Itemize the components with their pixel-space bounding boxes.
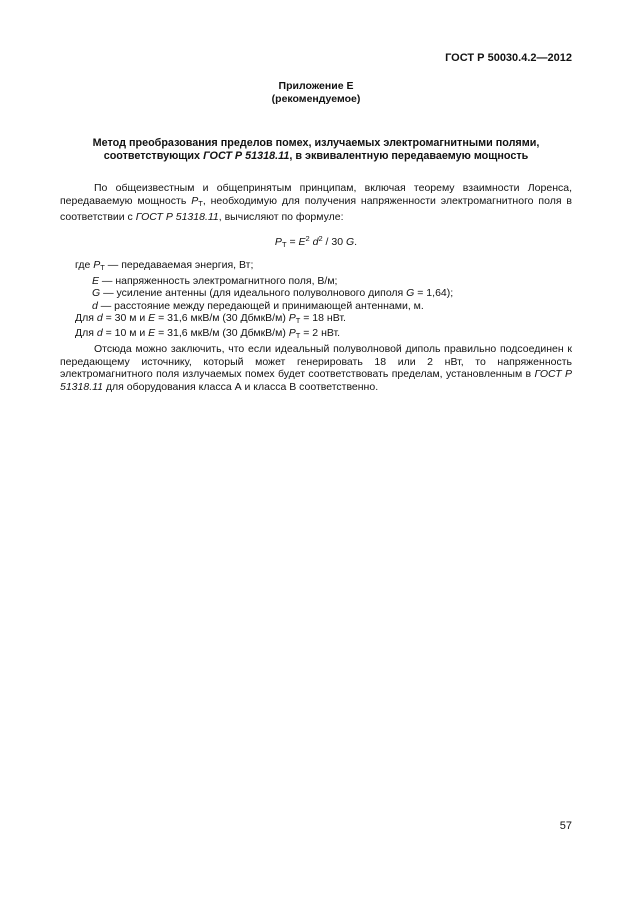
section-title: Метод преобразования пределов помех, излучаемых электромагнитными полями, соответствующих ГОСТ Р 51318.11, в эквивалентную передаваемую мощность [92,137,540,162]
document-header [60,52,572,64]
appendix-subtitle: (рекомендуемое) [271,92,361,105]
doc-number: ГОСТ Р 50030.4.2—2012 [445,52,572,64]
appendix-title: Приложение Е [278,80,354,92]
definitions-block [60,259,572,342]
definition-line: d — расстояние между передающей и принимающей антеннами, м. [92,299,424,312]
paragraph-intro: По общеизвестным и общепринятым принципам, включая теорему взаимности Лоренса, передаваемую мощность PТ, необходимую для получения напряженности электромагнитного поля в соответствии с ГОСТ Р 51318.11, вычисляют по формуле: [60,182,572,223]
example-line: Для d = 30 м и E = 31,6 мкВ/м (30 ДбмкВ/м) PТ = 18 нВт. [75,312,346,326]
definition-line: где PТ — передаваемая энергия, Вт; [75,259,254,273]
formula: PТ = $E^2$ $d^2 / 30$ G. [274,234,358,250]
definition-line: G — усиление антенны (для идеального полуволнового диполя G = 1,64); [92,287,454,300]
paragraph-conclusion: Отсюда можно заключить, что если идеальный полуволновой диполь правильно подсоединен к передающему источнику, который может генерировать 18 или 2 нВт, то напряженность электромагнитного поля излучаемых помех будет соответствовать пределам, установленным в ГОСТ Р 51318.11 для оборудования класса А и класса В соответственно. [60,342,572,394]
page-number: 57 [559,820,572,832]
example-line: Для d = 10 м и E = 31,6 мкВ/м (30 ДбмкВ/м) PТ = 2 нВт. [75,327,341,341]
appendix-heading [60,80,572,105]
definition-line: E — напряженность электромагнитного поля, В/м; [92,274,338,287]
